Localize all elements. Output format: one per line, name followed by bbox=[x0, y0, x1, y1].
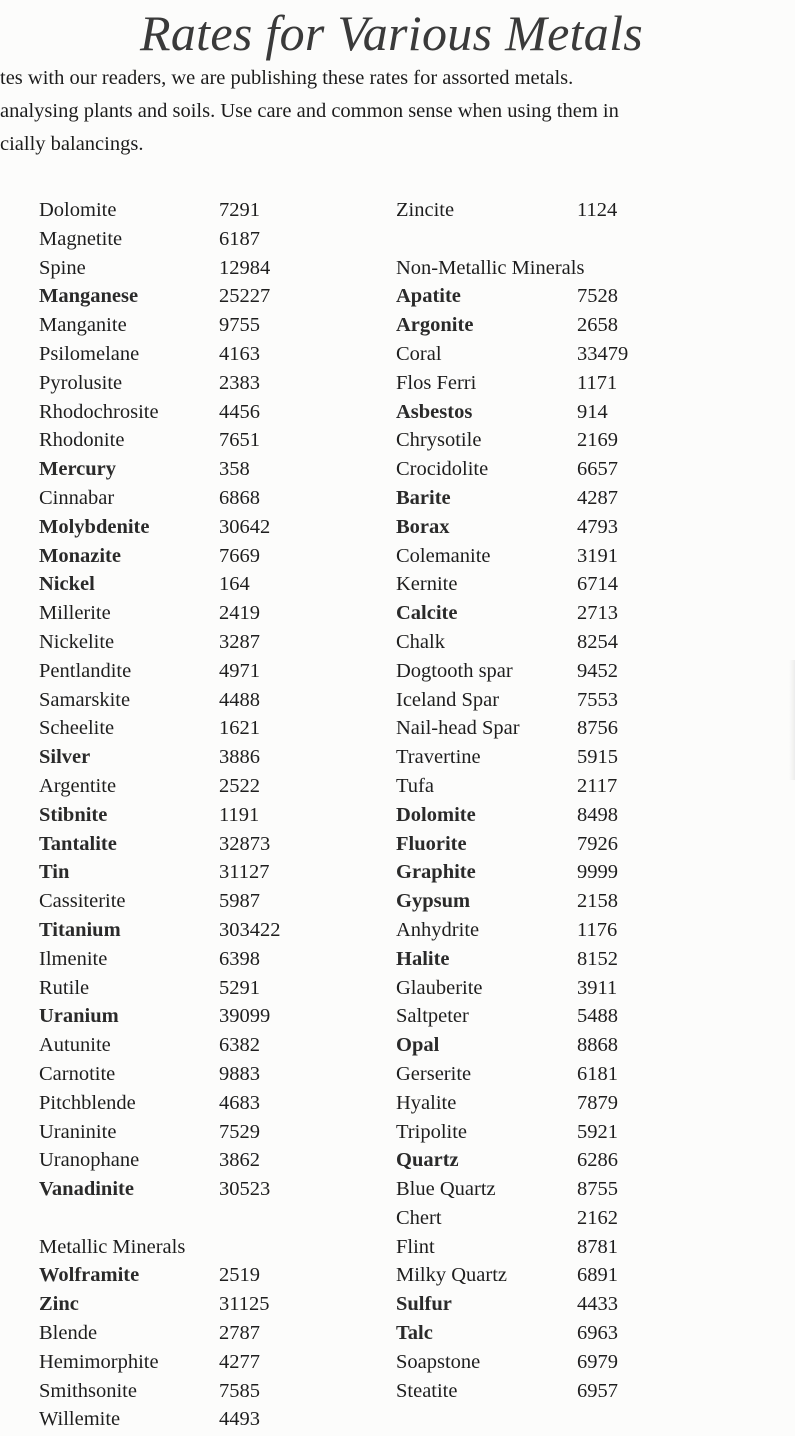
rate-value: 31127 bbox=[219, 861, 270, 884]
mineral-name: Asbestos bbox=[396, 400, 473, 423]
rate-row bbox=[39, 628, 281, 657]
rate-value: 8254 bbox=[577, 630, 618, 653]
rate-value: 4793 bbox=[577, 515, 618, 538]
rate-value: 358 bbox=[219, 458, 250, 481]
rate-value: 7879 bbox=[577, 1091, 618, 1114]
rate-row bbox=[396, 945, 628, 974]
rate-row bbox=[396, 1175, 628, 1204]
rate-row bbox=[396, 1060, 628, 1089]
rate-row bbox=[39, 1089, 281, 1118]
mineral-name: Sulfur bbox=[396, 1293, 452, 1316]
mineral-name: Monazite bbox=[39, 544, 121, 567]
rate-value: 3287 bbox=[219, 630, 260, 653]
mineral-name: Tantalite bbox=[39, 832, 117, 855]
rate-row bbox=[396, 369, 628, 398]
mineral-name: Steatite bbox=[396, 1379, 458, 1402]
rate-value: 6187 bbox=[219, 227, 260, 250]
rate-value: 30642 bbox=[219, 515, 271, 538]
rate-value: 6891 bbox=[577, 1264, 618, 1287]
rate-value: 6979 bbox=[577, 1350, 618, 1373]
rate-row bbox=[396, 570, 628, 599]
rate-row bbox=[39, 542, 281, 571]
left-rates-column bbox=[39, 196, 281, 1434]
rate-value: 4488 bbox=[219, 688, 260, 711]
rate-row bbox=[396, 1089, 628, 1118]
rate-row bbox=[396, 340, 628, 369]
rate-value: 4433 bbox=[577, 1293, 618, 1316]
rate-row bbox=[39, 945, 281, 974]
rate-value: 1124 bbox=[577, 199, 618, 221]
rate-value: 8756 bbox=[577, 717, 618, 740]
rate-row bbox=[396, 1377, 628, 1406]
mineral-name: Smithsonite bbox=[39, 1379, 137, 1402]
rate-value: 1176 bbox=[577, 918, 618, 941]
mineral-name: Magnetite bbox=[39, 227, 123, 250]
rate-row bbox=[396, 1118, 628, 1147]
rate-value: 9755 bbox=[219, 314, 260, 337]
mineral-name: Hyalite bbox=[396, 1091, 457, 1114]
rate-value: 4456 bbox=[219, 400, 260, 423]
rate-row bbox=[39, 1405, 281, 1434]
rate-value: 2419 bbox=[219, 602, 260, 625]
rate-row bbox=[396, 974, 628, 1003]
mineral-name: Hemimorphite bbox=[39, 1350, 159, 1373]
rate-row bbox=[39, 858, 281, 887]
mineral-name: Rhodochrosite bbox=[39, 400, 159, 423]
mineral-name: Apatite bbox=[396, 285, 461, 308]
rate-row bbox=[39, 340, 281, 369]
intro-line-2: analysing plants and soils. Use care and common sense when using them in bbox=[0, 100, 619, 122]
mineral-name: Autunite bbox=[39, 1034, 111, 1057]
rate-value: 4163 bbox=[219, 342, 260, 365]
rate-value: 4493 bbox=[219, 1408, 260, 1431]
rate-row bbox=[39, 455, 281, 484]
rate-row bbox=[39, 311, 281, 340]
rate-row bbox=[396, 801, 628, 830]
rate-row bbox=[39, 801, 281, 830]
mineral-name: Carnotite bbox=[39, 1062, 116, 1085]
rate-row bbox=[396, 455, 628, 484]
rate-row bbox=[396, 743, 628, 772]
rate-value: 6957 bbox=[577, 1379, 618, 1402]
rate-value: 12984 bbox=[219, 256, 271, 279]
rate-value: 2162 bbox=[577, 1206, 618, 1229]
mineral-name: Chrysotile bbox=[396, 429, 482, 452]
rate-value: 303422 bbox=[219, 918, 281, 941]
rate-value: 8868 bbox=[577, 1034, 618, 1057]
rate-value: 9452 bbox=[577, 659, 618, 682]
rate-value: 3886 bbox=[219, 746, 260, 769]
rate-row bbox=[39, 1118, 281, 1147]
mineral-name: Flint bbox=[396, 1235, 435, 1258]
rate-row bbox=[39, 1377, 281, 1406]
rate-value: 7651 bbox=[219, 429, 260, 452]
rate-row bbox=[396, 513, 628, 542]
rate-value: 1191 bbox=[219, 803, 260, 826]
rate-value: 4683 bbox=[219, 1091, 260, 1114]
mineral-name: Pyrolusite bbox=[39, 371, 123, 394]
rate-value: 5921 bbox=[577, 1120, 618, 1143]
page-title: Rates for Various Metals bbox=[140, 5, 644, 61]
rate-value: 5291 bbox=[219, 976, 260, 999]
mineral-name: Psilomelane bbox=[39, 342, 140, 365]
rate-value: 8498 bbox=[577, 803, 618, 826]
rate-row bbox=[396, 1002, 628, 1031]
section-heading bbox=[396, 254, 628, 283]
rate-row bbox=[39, 484, 281, 513]
rate-row bbox=[39, 599, 281, 628]
rate-value: 2522 bbox=[219, 774, 260, 797]
rate-value: 7528 bbox=[577, 285, 618, 308]
mineral-name: Scheelite bbox=[39, 717, 115, 740]
mineral-name: Rutile bbox=[39, 976, 90, 999]
rate-row bbox=[396, 1290, 628, 1319]
mineral-name: Dolomite bbox=[39, 199, 117, 221]
rate-value: 7669 bbox=[219, 544, 260, 567]
mineral-name: Soapstone bbox=[396, 1350, 481, 1373]
mineral-name: Nickelite bbox=[39, 630, 115, 653]
mineral-name: Opal bbox=[396, 1034, 440, 1057]
rate-row bbox=[39, 225, 281, 254]
mineral-name: Graphite bbox=[396, 861, 476, 884]
mineral-name: Uraninite bbox=[39, 1120, 117, 1143]
rate-value: 6181 bbox=[577, 1062, 618, 1085]
right-rates-column bbox=[396, 196, 628, 1405]
mineral-name: Titanium bbox=[39, 918, 121, 941]
rate-row bbox=[396, 1204, 628, 1233]
rate-row bbox=[39, 1175, 281, 1204]
mineral-name: Crocidolite bbox=[396, 458, 489, 481]
rate-row bbox=[396, 657, 628, 686]
mineral-name: Tin bbox=[39, 861, 70, 884]
rate-value: 4971 bbox=[219, 659, 260, 682]
rate-value: 8755 bbox=[577, 1178, 618, 1201]
rate-row bbox=[39, 830, 281, 859]
mineral-name: Wolframite bbox=[39, 1264, 140, 1287]
rate-row bbox=[396, 426, 628, 455]
rate-value: 8152 bbox=[577, 947, 618, 970]
rate-row bbox=[39, 196, 281, 225]
mineral-name: Quartz bbox=[396, 1149, 459, 1172]
rate-value: 6657 bbox=[577, 458, 618, 481]
mineral-name: Vanadinite bbox=[39, 1178, 134, 1201]
rate-row bbox=[396, 542, 628, 571]
rate-value: 1171 bbox=[577, 371, 618, 394]
mineral-name: Coral bbox=[396, 342, 442, 365]
rate-value: 25227 bbox=[219, 285, 271, 308]
mineral-name: Blende bbox=[39, 1322, 98, 1345]
mineral-name: Glauberite bbox=[396, 976, 483, 999]
rate-value: 3862 bbox=[219, 1149, 260, 1172]
rate-row bbox=[39, 1348, 281, 1377]
rate-value: 5488 bbox=[577, 1005, 618, 1028]
mineral-name: Tufa bbox=[396, 774, 434, 797]
mineral-name: Tripolite bbox=[396, 1120, 468, 1143]
rate-row bbox=[39, 254, 281, 283]
rate-value: 2713 bbox=[577, 602, 618, 625]
mineral-name: Kernite bbox=[396, 573, 458, 596]
rate-row bbox=[39, 1002, 281, 1031]
rate-value: 8781 bbox=[577, 1235, 618, 1258]
rate-row bbox=[396, 398, 628, 427]
rate-value: 5987 bbox=[219, 890, 260, 913]
rate-value: 4287 bbox=[577, 486, 618, 509]
rate-row bbox=[396, 1319, 628, 1348]
rate-row bbox=[39, 1290, 281, 1319]
mineral-name: Rhodonite bbox=[39, 429, 125, 452]
mineral-name: Colemanite bbox=[396, 544, 491, 567]
mineral-name: Willemite bbox=[39, 1408, 121, 1431]
rate-row bbox=[396, 686, 628, 715]
rate-value: 2158 bbox=[577, 890, 618, 913]
mineral-name: Ilmenite bbox=[39, 947, 108, 970]
rate-row bbox=[396, 1348, 628, 1377]
mineral-name: Nickel bbox=[39, 573, 95, 596]
mineral-name: Fluorite bbox=[396, 832, 467, 855]
rate-row bbox=[396, 628, 628, 657]
mineral-name: Samarskite bbox=[39, 688, 131, 711]
mineral-name: Iceland Spar bbox=[396, 688, 500, 711]
mineral-name: Pitchblende bbox=[39, 1091, 136, 1114]
intro-line-3: cially balancings. bbox=[0, 133, 144, 155]
rate-value: 7291 bbox=[219, 199, 260, 221]
mineral-name: Dolomite bbox=[396, 803, 476, 826]
rate-value: 6398 bbox=[219, 947, 260, 970]
rate-row bbox=[396, 311, 628, 340]
page-edge-shadow bbox=[789, 660, 795, 780]
rate-row bbox=[39, 1031, 281, 1060]
mineral-name: Blue Quartz bbox=[396, 1178, 496, 1201]
mineral-name: Anhydrite bbox=[396, 918, 480, 941]
rate-row bbox=[39, 686, 281, 715]
rate-row bbox=[396, 916, 628, 945]
mineral-name: Borax bbox=[396, 515, 450, 538]
mineral-name: Milky Quartz bbox=[396, 1264, 508, 1287]
mineral-name: Manganese bbox=[39, 285, 139, 308]
rate-row bbox=[39, 1060, 281, 1089]
rate-value: 1621 bbox=[219, 717, 260, 740]
rate-row bbox=[396, 1261, 628, 1290]
mineral-name: Mercury bbox=[39, 458, 117, 481]
rate-row bbox=[396, 196, 628, 225]
rate-row bbox=[396, 484, 628, 513]
section-heading-label: Metallic Minerals bbox=[39, 1235, 186, 1258]
rate-value: 7529 bbox=[219, 1120, 260, 1143]
rate-value: 3911 bbox=[577, 976, 618, 999]
rate-row bbox=[396, 858, 628, 887]
mineral-name: Halite bbox=[396, 947, 450, 970]
spacer bbox=[396, 225, 628, 254]
mineral-name: Chert bbox=[396, 1206, 442, 1229]
mineral-name: Millerite bbox=[39, 602, 111, 625]
rate-value: 4277 bbox=[219, 1350, 260, 1373]
rate-value: 3191 bbox=[577, 544, 618, 567]
rate-row bbox=[39, 1261, 281, 1290]
rate-value: 164 bbox=[219, 573, 250, 596]
rate-row bbox=[396, 714, 628, 743]
rate-row bbox=[39, 426, 281, 455]
rate-row bbox=[39, 916, 281, 945]
rate-value: 9999 bbox=[577, 861, 618, 884]
spacer bbox=[39, 1204, 281, 1233]
rate-row bbox=[39, 772, 281, 801]
rate-row bbox=[39, 1146, 281, 1175]
rate-row bbox=[39, 974, 281, 1003]
rate-value: 6382 bbox=[219, 1034, 260, 1057]
rate-row bbox=[396, 830, 628, 859]
mineral-name: Cassiterite bbox=[39, 890, 126, 913]
mineral-name: Saltpeter bbox=[396, 1005, 469, 1028]
rate-row bbox=[39, 887, 281, 916]
rate-value: 7553 bbox=[577, 688, 618, 711]
mineral-name: Zinc bbox=[39, 1293, 79, 1316]
rate-value: 9883 bbox=[219, 1062, 260, 1085]
section-heading bbox=[39, 1233, 281, 1262]
mineral-name: Zincite bbox=[396, 199, 455, 221]
rate-row bbox=[39, 282, 281, 311]
rate-value: 6963 bbox=[577, 1322, 618, 1345]
mineral-name: Nail-head Spar bbox=[396, 717, 520, 740]
mineral-name: Gypsum bbox=[396, 890, 471, 913]
rate-value: 2117 bbox=[577, 774, 618, 797]
rate-value: 2787 bbox=[219, 1322, 260, 1345]
rate-value: 6286 bbox=[577, 1149, 618, 1172]
rate-value: 5915 bbox=[577, 746, 618, 769]
rate-value: 31125 bbox=[219, 1293, 270, 1316]
rate-value: 39099 bbox=[219, 1005, 271, 1028]
rate-row bbox=[396, 599, 628, 628]
mineral-name: Cinnabar bbox=[39, 486, 115, 509]
section-heading-label: Non-Metallic Minerals bbox=[396, 256, 585, 279]
rate-row bbox=[396, 1031, 628, 1060]
rate-row bbox=[39, 398, 281, 427]
mineral-name: Uranophane bbox=[39, 1149, 140, 1172]
mineral-name: Flos Ferri bbox=[396, 371, 477, 394]
mineral-name: Barite bbox=[396, 486, 451, 509]
mineral-name: Uranium bbox=[39, 1005, 119, 1028]
mineral-name: Talc bbox=[396, 1322, 433, 1345]
rate-row bbox=[396, 282, 628, 311]
intro-line-1: tes with our readers, we are publishing these rates for assorted metals. bbox=[0, 67, 574, 89]
rate-row bbox=[39, 1319, 281, 1348]
rate-value: 2519 bbox=[219, 1264, 260, 1287]
mineral-name: Gerserite bbox=[396, 1062, 472, 1085]
rate-row bbox=[39, 513, 281, 542]
mineral-name: Spine bbox=[39, 256, 86, 279]
rate-value: 914 bbox=[577, 400, 608, 423]
rate-value: 33479 bbox=[577, 342, 629, 365]
mineral-name: Travertine bbox=[396, 746, 481, 769]
rate-row bbox=[39, 369, 281, 398]
mineral-name: Argonite bbox=[396, 314, 474, 337]
rate-row bbox=[396, 772, 628, 801]
mineral-name: Calcite bbox=[396, 602, 458, 625]
rate-row bbox=[39, 743, 281, 772]
rate-value: 7585 bbox=[219, 1379, 260, 1402]
rate-value: 2169 bbox=[577, 429, 618, 452]
rate-row bbox=[396, 1233, 628, 1262]
mineral-name: Argentite bbox=[39, 774, 117, 797]
rate-row bbox=[39, 714, 281, 743]
rate-value: 30523 bbox=[219, 1178, 271, 1201]
mineral-name: Stibnite bbox=[39, 803, 108, 826]
rate-row bbox=[39, 570, 281, 599]
rate-value: 6714 bbox=[577, 573, 618, 596]
mineral-name: Silver bbox=[39, 746, 91, 769]
rate-value: 2383 bbox=[219, 371, 260, 394]
rate-row bbox=[396, 887, 628, 916]
rate-value: 32873 bbox=[219, 832, 271, 855]
rate-row bbox=[39, 657, 281, 686]
mineral-name: Molybdenite bbox=[39, 515, 150, 538]
mineral-name: Pentlandite bbox=[39, 659, 132, 682]
mineral-name: Dogtooth spar bbox=[396, 659, 513, 682]
rate-value: 2658 bbox=[577, 314, 618, 337]
rate-row bbox=[396, 1146, 628, 1175]
rate-value: 7926 bbox=[577, 832, 618, 855]
mineral-name: Manganite bbox=[39, 314, 127, 337]
rate-value: 6868 bbox=[219, 486, 260, 509]
mineral-name: Chalk bbox=[396, 630, 445, 653]
